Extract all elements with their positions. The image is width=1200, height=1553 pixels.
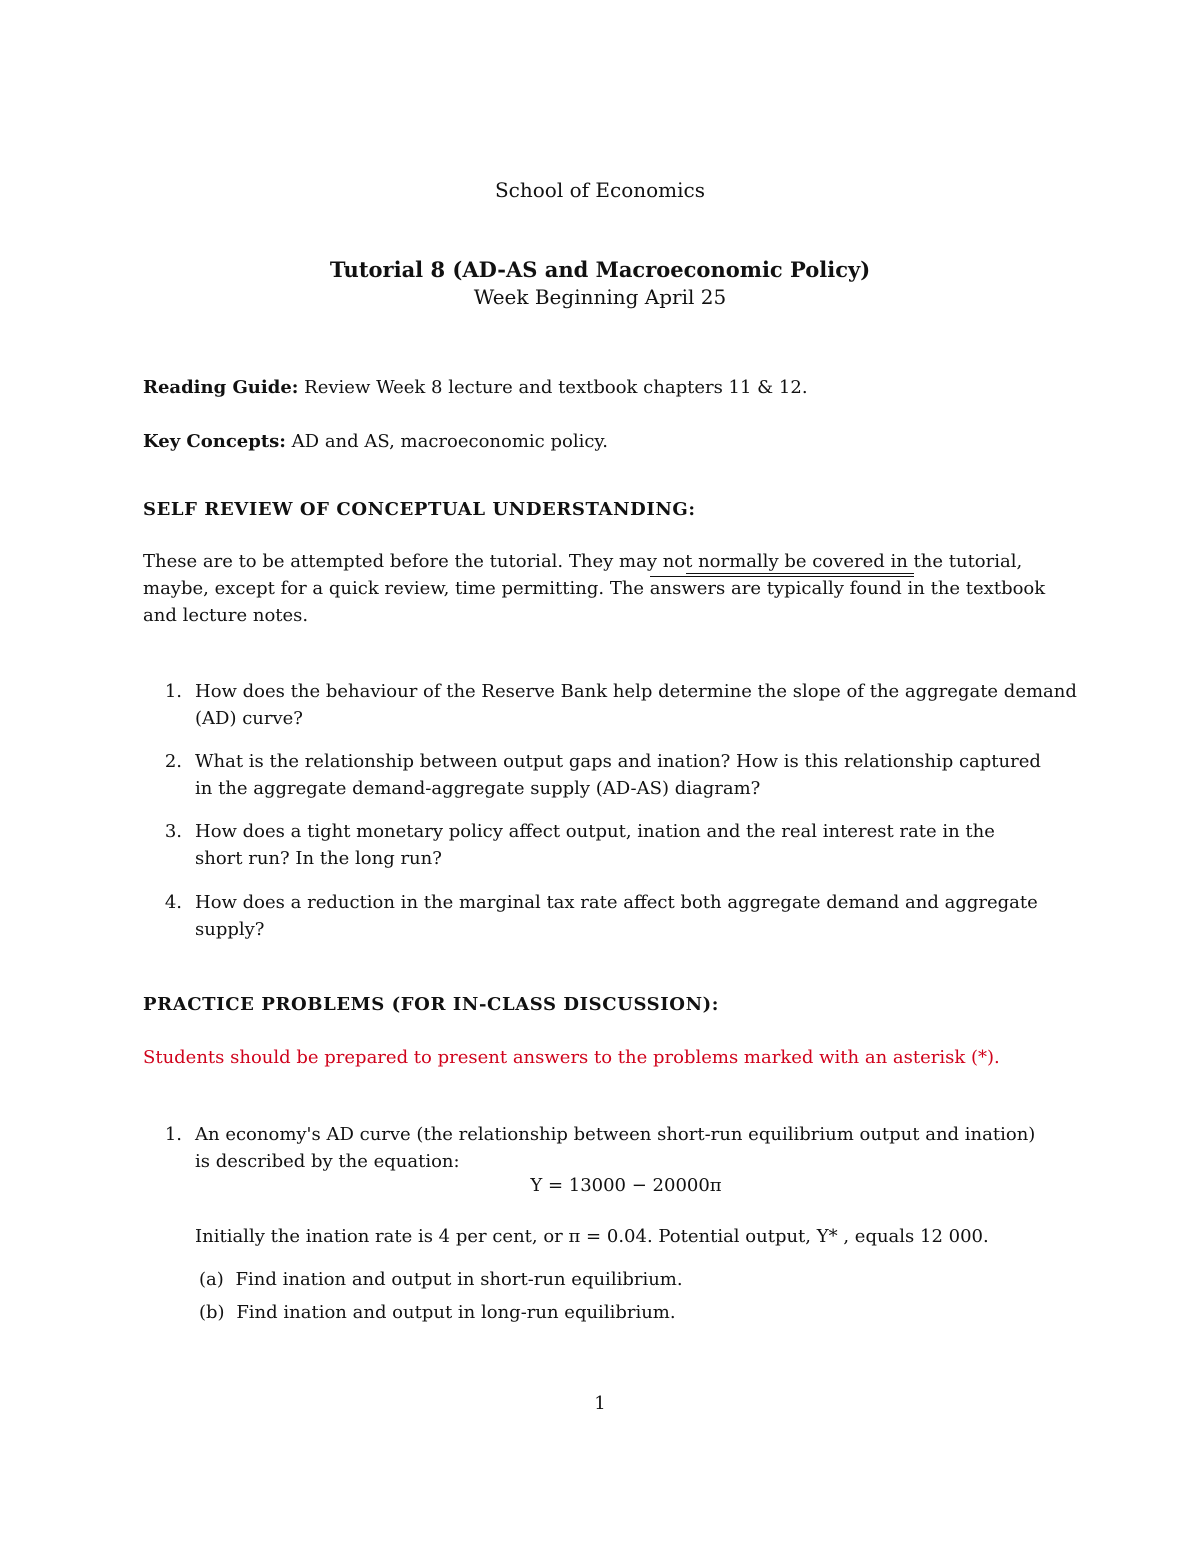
underline-mark: [650, 576, 914, 577]
part-a-text: Find ination and output in short-run equilibrium.: [235, 1269, 683, 1290]
practice-heading: PRACTICE PROBLEMS (FOR IN-CLASS DISCUSSION):: [143, 994, 719, 1015]
self-review-intro-line-1: These are to be attempted before the tutorial. They may not normally be covered in the tutorial,: [143, 551, 1023, 572]
question-number: 4.: [164, 892, 182, 913]
page-number: 1: [594, 1393, 606, 1414]
key-concepts-text: AD and AS, macroeconomic policy.: [291, 431, 608, 452]
question-number: 3.: [164, 821, 182, 842]
question-4-line-1: How does a reduction in the marginal tax rate affect both aggregate demand and aggregate: [195, 892, 1038, 913]
self-review-intro-line-3: and lecture notes.: [143, 605, 309, 626]
reading-guide-text: Review Week 8 lecture and textbook chapters 11 & 12.: [304, 377, 808, 398]
question-2-line-2: in the aggregate demand-aggregate supply (AD-AS) diagram?: [195, 778, 761, 799]
key-concepts-label: Key Concepts:: [143, 431, 286, 452]
tutorial-title: Tutorial 8 (AD-AS and Macroeconomic Policy): [329, 257, 871, 282]
problem-1-line-2: is described by the equation:: [195, 1151, 460, 1172]
question-4-line-2: supply?: [195, 919, 265, 940]
question-number: 2.: [164, 751, 182, 772]
week-line: Week Beginning April 25: [473, 285, 727, 309]
part-b-label: (b): [199, 1302, 225, 1323]
reading-guide: [143, 377, 808, 398]
question-2-line-1: What is the relationship between output gaps and ination? How is this relationship captured: [195, 751, 1041, 772]
part-b-text: Find ination and output in long-run equilibrium.: [236, 1302, 676, 1323]
part-a: [199, 1269, 683, 1290]
self-review-intro-line-2: maybe, except for a quick review, time permitting. The answers are typically found in the textbook: [143, 578, 1046, 599]
part-a-label: (a): [199, 1269, 224, 1290]
key-concepts: [143, 431, 608, 452]
asterisk-notice: Students should be prepared to present answers to the problems marked with an asterisk (*).: [143, 1047, 1000, 1068]
question-3-line-1: How does a tight monetary policy affect output, ination and the real interest rate in the: [195, 821, 995, 842]
self-review-heading: SELF REVIEW OF CONCEPTUAL UNDERSTANDING:: [143, 499, 696, 520]
question-3-line-2: short run? In the long run?: [195, 848, 442, 869]
reading-guide-label: Reading Guide:: [143, 377, 299, 398]
part-b: [199, 1302, 676, 1323]
problem-number: 1.: [164, 1124, 182, 1145]
problem-1-line-1: An economy's AD curve (the relationship between short-run equilibrium output and ination): [195, 1124, 1036, 1145]
school-name: School of Economics: [494, 178, 705, 202]
ad-equation: Y = 13000 − 20000π: [530, 1175, 722, 1196]
question-1-line-1: How does the behaviour of the Reserve Bank help determine the slope of the aggregate demand: [195, 681, 1077, 702]
underline-mark: [686, 573, 914, 574]
question-number: 1.: [164, 681, 182, 702]
question-1-line-2: (AD) curve?: [195, 708, 303, 729]
problem-1-initial-conditions: Initially the ination rate is 4 per cent, or π = 0.04. Potential output, Y* , equals 12 000.: [195, 1226, 989, 1247]
